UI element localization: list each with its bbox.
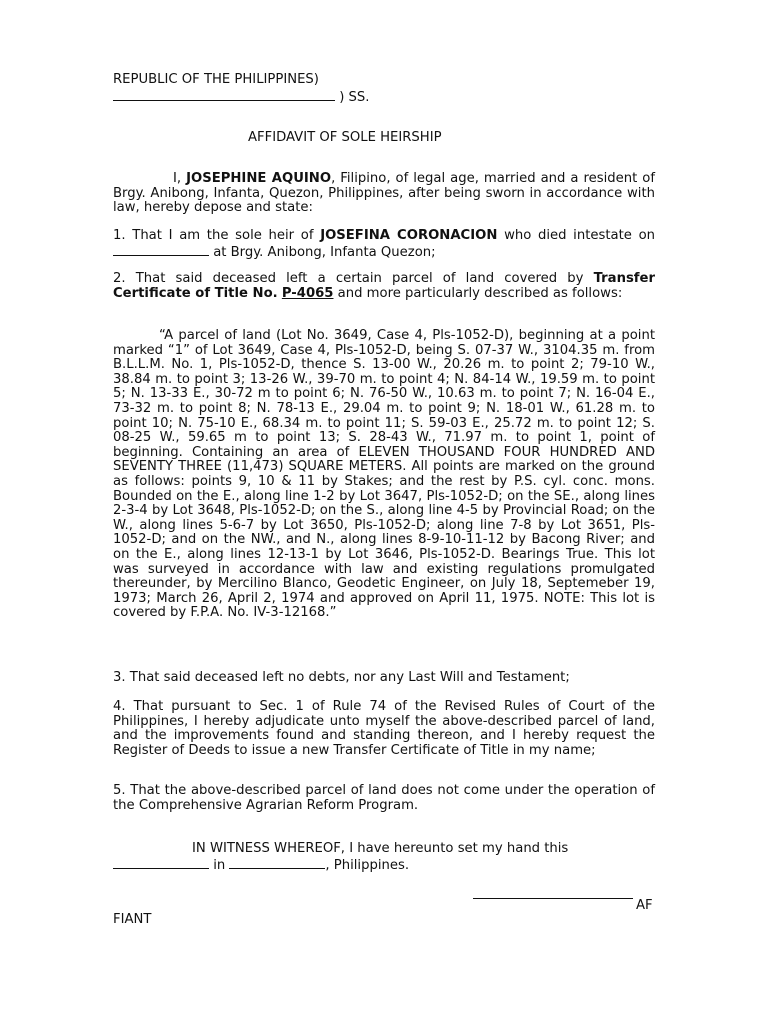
republic-header: REPUBLIC OF THE PHILIPPINES): [113, 72, 319, 87]
affiant-name: JOSEPHINE AQUINO: [186, 171, 332, 186]
venue-line: [113, 89, 655, 106]
venue-blank: [113, 89, 335, 101]
item-1: [113, 229, 655, 260]
day-blank: [113, 857, 209, 869]
item-2-rest: and more particularly described as follows:: [333, 285, 623, 301]
deceased-name: JOSEFINA CORONACION: [320, 228, 498, 243]
item-1-prefix: 1. That I am the sole heir of: [113, 228, 321, 243]
item-5: 5. That the above-described parcel of land does not come under the operation of the Comprehensive Agrarian Reform Program.: [113, 783, 655, 813]
ss-label: ) SS.: [335, 90, 370, 105]
intro-text: , Filipino, of legal age, married and a resident of Brgy. Anibong, Infanta, Quezon, Philippines, after being sworn in accordance with law, hereby depose and state:: [113, 171, 655, 216]
tct-number: P-4065: [281, 285, 334, 301]
tct-label: Transfer Certificate of Title No.: [113, 271, 655, 301]
witness-clause: IN WITNESS WHEREOF, I have hereunto set my hand this: [192, 841, 569, 856]
item-1-mid: who died intestate on: [497, 228, 656, 243]
item-4: 4. That pursuant to Sec. 1 of Rule 74 of the Revised Rules of Court of the Philippines, I hereby adjudicate unto myself the above-described parcel of land, and the improvements found and standing thereon, and I hereby request the Register of Deeds to issue a new Transfer Certificate of Title in my name;: [113, 699, 655, 758]
affiant-label-part1: AF: [636, 898, 653, 913]
intro-prefix: I,: [173, 171, 187, 186]
witness-mid: in: [209, 858, 230, 873]
item-3: 3. That said deceased left no debts, nor any Last Will and Testament;: [113, 670, 570, 685]
item-2: [113, 272, 655, 301]
item-2-prefix: 2. That said deceased left a certain parcel of land covered by: [113, 271, 594, 286]
signature-line: [473, 897, 633, 899]
witness-line-2: [113, 857, 655, 874]
date-blank: [113, 244, 209, 256]
land-description: “A parcel of land (Lot No. 3649, Case 4, Pls-1052-D), beginning at a point marked “1” of Lot 3649, Case 4, Pls-1052-D, being S. 07-37 W., 3104.35 m. from B.L.L.M. No. 1, Pls-1052-D, thence S. 13-00 W., 20.26 m. to point 2; 79-10 W., 38.84 m. to point 3; 13-26 W., 39-70 m. to point 4; N. 84-14 W., 19.59 m. to point 5; N. 13-33 E., 30-72 m to point 6; N. 76-50 W., 10.63 m. to point 7; N. 16-04 E., 73-32 m. to point 8; N. 78-13 E., 29.04 m. to point 9; N. 18-01 W., 61.28 m. to point 10; N. 75-10 E., 68.34 m. to point 11; S. 59-03 E., 25.72 m. to point 12; S. 08-25 W., 59.65 m to point 13; S. 28-43 W., 71.97 m. to point 1, point of beginning. Containing an area of ELEVEN THOUSAND FOUR HUNDRED AND SEVENTY THREE (11,473) SQUARE METERS. All points are marked on the ground as follows: points 9, 10 & 11 by Stakes; and the rest by P.S. cyl. conc. mons. Bounded on the E., along line 1-2 by Lot 3647, Pls-1052-D; on the SE., along lines 2-3-4 by Lot 3648, Pls-1052-D; on the S., along line 4-5 by Provincial Road; on the W., along lines 5-6-7 by Lot 3650, Pls-1052-D; along line 7-8 by Lot 3651, Pls-1052-D; and on the NW., and N., along lines 8-9-10-11-12 by Bacong River; and on the E., along lines 12-13-1 by Lot 3646, Pls-1052-D. Bearings True. This lot was surveyed in accordance with law and existing regulations promulgated thereunder, by Mercilino Blanco, Geodetic Engineer, on July 18, Septemeber 19, 1973; March 26, April 2, 1974 and approved on April 11, 1975. NOTE: This lot is covered by F.P.A. No. IV-3-12168.”: [113, 328, 655, 621]
document-title: AFFIDAVIT OF SOLE HEIRSHIP: [248, 130, 442, 145]
intro-paragraph: [113, 172, 655, 216]
place-blank: [229, 857, 325, 869]
affiant-label-part2: FIANT: [113, 912, 152, 927]
item-1-rest: at Brgy. Anibong, Infanta Quezon;: [209, 244, 436, 260]
witness-end: , Philippines.: [325, 858, 410, 873]
